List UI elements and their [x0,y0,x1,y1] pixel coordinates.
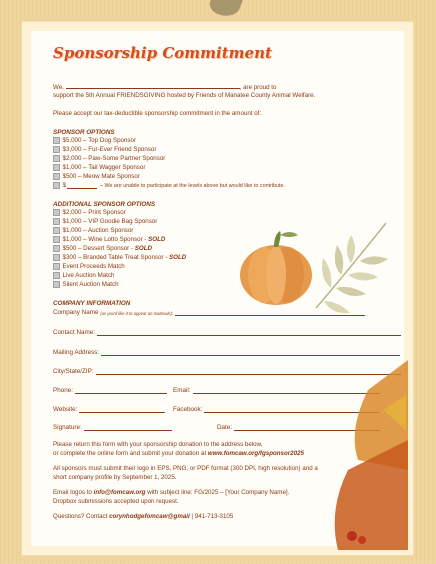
phone-label: Phone: [53,387,73,394]
additional-option[interactable] [53,227,133,234]
logo-requirements-1: All sponsors must submit their logo in EPS, PNG, or PDF format (300 DPI, high resolution) and a [53,465,318,472]
sponsor-name-blank[interactable] [66,83,240,89]
website-line[interactable] [79,407,165,413]
additional-option-label: $2,000 – Print Sponsor [62,209,126,216]
checkbox[interactable] [53,155,60,162]
pumpkin-illustration [236,213,406,323]
additional-option-label: $500 – Dessert Sponsor - [62,245,134,252]
checkbox[interactable] [53,254,60,261]
other-amount-blank[interactable] [67,183,97,189]
company-name-label: Company Name [53,309,99,316]
checkbox[interactable] [53,263,60,270]
checkbox[interactable] [53,164,60,171]
decorative-leaf [207,0,243,20]
checkbox[interactable] [53,227,60,234]
email-logos-prefix: Email logos to [53,489,94,496]
website-field[interactable] [53,406,165,413]
checkbox[interactable] [53,146,60,153]
checkbox[interactable] [53,209,60,216]
additional-option[interactable] [53,209,126,216]
dropbox-line: Dropbox submissions accepted upon request. [53,498,179,505]
questions-line [53,513,233,521]
additional-options-heading: ADDITIONAL SPONSOR OPTIONS [53,201,156,208]
additional-option-label: Live Auction Match [62,272,115,279]
fern-leaves-icon [316,223,388,313]
sponsor-option-label: $1,000 – Tail Wagger Sponsor [62,164,146,171]
sold-badge: SOLD [148,236,166,243]
company-info-heading: COMPANY INFORMATION [53,300,131,307]
accept-text: Please accept our tax-deductible sponsorship commitment in the amount of: [53,110,262,117]
pumpkin-icon [240,231,312,305]
checkbox[interactable] [53,281,60,288]
sold-badge: SOLD [134,245,152,252]
return-line-1: Please return this form with your sponsorship donation to the address below, [53,441,263,448]
sponsor-option[interactable] [53,146,156,153]
website-label: Website: [53,406,78,413]
date-label: Date: [217,424,233,431]
sponsor-option[interactable] [53,164,145,171]
sponsor-option[interactable] [53,137,136,144]
sponsor-option-label: $500 – Meow Mate Sponsor [62,173,140,180]
additional-option[interactable] [53,236,165,243]
phone-field[interactable] [53,387,167,394]
email-logos-suffix: with subject line: FG/2025 – [Your Company Name]. [145,489,290,496]
intro-proud: , are proud to [239,84,277,91]
sponsor-option-label: $5,000 – Top Dog Sponsor [62,137,137,144]
facebook-label: Facebook: [173,406,203,413]
checkbox[interactable] [53,218,60,225]
checkbox[interactable] [53,245,60,252]
email-label: Email: [173,387,191,394]
additional-option-label: $1,000 – Auction Sponsor [62,227,134,234]
checkbox[interactable] [53,272,60,279]
other-text: – We are unable to participate at the levels above but would like to contribute. [99,182,286,189]
phone-line[interactable] [75,388,167,394]
additional-option[interactable] [53,254,186,261]
city-state-zip-label: City/State/ZIP: [53,368,94,375]
additional-option[interactable] [53,245,152,252]
checkbox[interactable] [53,137,60,144]
contact-name-label: Contact Name: [53,329,95,336]
intro-line-2: support the 5th Annual FRIENDSGIVING hosted by Friends of Manatee County Animal Welfare. [53,92,316,99]
mailing-address-label: Mailing Address: [53,349,100,356]
signature-line[interactable] [84,425,172,431]
additional-option[interactable] [53,272,114,279]
company-name-note: (as you'd like it to appear on materials): [100,311,174,316]
sponsor-option-other[interactable] [53,182,285,189]
contact-name-field[interactable] [53,329,401,336]
sponsor-option-label: $2,000 – Paw-Some Partner Sponsor [62,155,166,162]
sold-badge: SOLD [169,254,187,261]
return-prefix: or complete the online form and submit your donation at [53,450,208,457]
other-dollar: $ [62,182,66,189]
sponsor-form-link[interactable]: www.fomcaw.org/fgsponsor2025 [207,450,304,457]
signature-field[interactable] [53,424,172,431]
additional-option-label: $300 – Branded Table Treat Sponsor - [62,254,168,261]
sponsor-options-heading: SPONSOR OPTIONS [53,129,115,136]
logo-requirements-2: short company profile by September 1, 2025. [53,474,177,481]
form-page [22,22,413,555]
contact-phone: | 941-713-3105 [189,513,234,520]
intro-line-1 [53,83,276,92]
additional-option[interactable] [53,281,119,288]
signature-label: Signature: [53,424,82,431]
email-logos-line [53,489,289,497]
sponsor-option[interactable] [53,155,165,162]
additional-option-label: Silent Auction Match [62,281,119,288]
contact-email-link[interactable]: corynhodgefomcaw@gmail [109,513,190,520]
additional-option[interactable] [53,218,157,225]
sponsor-option[interactable] [53,173,140,180]
autumn-leaves-decoration [328,350,408,550]
contact-name-line[interactable] [97,330,401,336]
additional-option[interactable] [53,263,125,270]
additional-option-label: $1,000 – Wine Lotto Sponsor - [62,236,147,243]
additional-option-label: Event Proceeds Match [62,263,125,270]
return-line-2 [53,450,304,458]
sponsor-option-label: $3,000 – Fur-Ever Friend Sponsor [62,146,157,153]
checkbox[interactable] [53,236,60,243]
additional-option-label: $1,000 – VIP Goodie Bag Sponsor [62,218,158,225]
info-email-link[interactable]: info@fomcaw.org [93,489,146,496]
checkbox[interactable] [53,173,60,180]
checkbox[interactable] [53,182,60,189]
questions-prefix: Questions? Contact [53,513,110,520]
page-title: Sponsorship Commitment [53,44,272,62]
intro-we: We, [53,84,64,91]
